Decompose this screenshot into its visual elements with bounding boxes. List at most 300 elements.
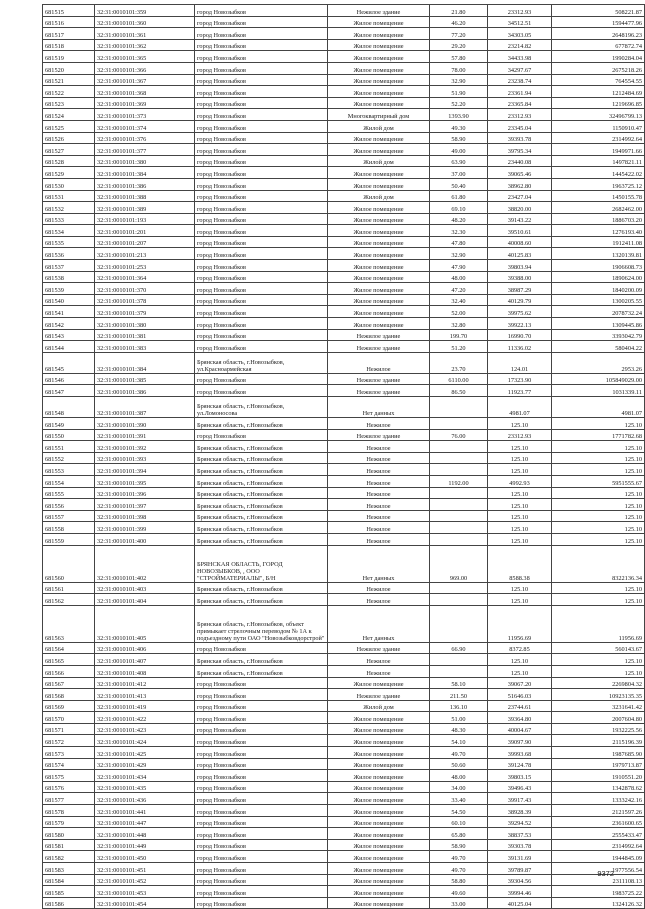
cadastral-value-cell: 1150910.47 [552, 120, 645, 132]
cadastral-value-cell: 1300205.55 [552, 294, 645, 306]
object-type-cell: Жилое помещение [328, 74, 430, 86]
table-row [43, 28, 645, 40]
row-number-cell: 681568 [43, 689, 95, 701]
row-number-cell: 681558 [43, 522, 95, 534]
specific-value-cell: 39510.61 [488, 225, 552, 237]
object-type-cell: Жилое помещение [328, 758, 430, 770]
cadastral-value-cell: 2314992.64 [552, 132, 645, 144]
row-number-cell: 681569 [43, 700, 95, 712]
area-cell [430, 582, 488, 594]
specific-value-cell: 39393.78 [488, 132, 552, 144]
cadastral-number-cell: 32:31:0010101:388 [95, 190, 195, 202]
cadastral-number-cell: 32:31:0010101:413 [95, 689, 195, 701]
object-type-cell: Нежилое [328, 522, 430, 534]
object-type-cell: Жилое помещение [328, 863, 430, 875]
cadastral-value-cell: 1309445.86 [552, 318, 645, 330]
row-number-cell: 681580 [43, 828, 95, 840]
cadastral-number-cell: 32:31:0010101:402 [95, 545, 195, 582]
cadastral-number-cell: 32:31:0010101:201 [95, 225, 195, 237]
table-row [43, 851, 645, 863]
address-cell: город Новозыбков [195, 155, 328, 167]
address-cell: город Новозыбков [195, 770, 328, 782]
table-row [43, 236, 645, 248]
specific-value-cell: 125.10 [488, 487, 552, 499]
address-cell: Брянская область, г.Новозыбков, ул.Ломоносова [195, 397, 328, 418]
specific-value-cell: 23361.94 [488, 86, 552, 98]
address-cell: Брянская область, г.Новозыбков, объект примыкает стрелочным переводом № 1А к подъездному пути ОАО "Новозыбковдорстрой" [195, 605, 328, 642]
area-cell: 52.20 [430, 97, 488, 109]
table-row [43, 5, 645, 17]
specific-value-cell: 39795.34 [488, 144, 552, 156]
specific-value-cell: 4992.93 [488, 475, 552, 487]
specific-value-cell: 125.10 [488, 533, 552, 545]
address-cell: город Новозыбков [195, 74, 328, 86]
specific-value-cell: 39993.68 [488, 747, 552, 759]
table-row [43, 190, 645, 202]
row-number-cell: 681554 [43, 475, 95, 487]
address-cell: город Новозыбков [195, 51, 328, 63]
area-cell: 58.10 [430, 677, 488, 689]
object-type-cell: Нежилое [328, 594, 430, 606]
address-cell: город Новозыбков [195, 132, 328, 144]
cadastral-value-cell: 1912411.08 [552, 236, 645, 248]
area-cell [430, 499, 488, 511]
cadastral-number-cell: 32:31:0010101:384 [95, 167, 195, 179]
cadastral-number-cell: 32:31:0010101:454 [95, 897, 195, 909]
row-number-cell: 681521 [43, 74, 95, 86]
object-type-cell: Жилое помещение [328, 793, 430, 805]
cadastral-number-cell: 32:31:0010101:359 [95, 5, 195, 17]
address-cell: город Новозыбков [195, 62, 328, 74]
address-cell: город Новозыбков [195, 248, 328, 260]
object-type-cell: Нежилое [328, 487, 430, 499]
object-type-cell: Жилой дом [328, 700, 430, 712]
address-cell: Брянская область, г.Новозыбков [195, 665, 328, 677]
specific-value-cell: 40125.04 [488, 897, 552, 909]
area-cell: 32.80 [430, 318, 488, 330]
specific-value-cell: 23427.04 [488, 190, 552, 202]
row-number-cell: 681546 [43, 373, 95, 385]
address-cell: город Новозыбков [195, 109, 328, 121]
cadastral-value-cell: 1932225.56 [552, 723, 645, 735]
row-number-cell: 681578 [43, 805, 95, 817]
specific-value-cell: 23312.93 [488, 5, 552, 17]
object-type-cell: Нежилое [328, 464, 430, 476]
area-cell: 23.70 [430, 352, 488, 373]
area-cell: 65.80 [430, 828, 488, 840]
cadastral-number-cell: 32:31:0010101:434 [95, 770, 195, 782]
cadastral-number-cell: 32:31:0010101:378 [95, 294, 195, 306]
area-cell: 58.90 [430, 132, 488, 144]
specific-value-cell: 125.10 [488, 594, 552, 606]
table-row [43, 510, 645, 522]
row-number-cell: 681553 [43, 464, 95, 476]
address-cell: город Новозыбков [195, 385, 328, 397]
cadastral-value-cell: 1594477.96 [552, 16, 645, 28]
area-cell: 57.80 [430, 51, 488, 63]
object-type-cell: Жилое помещение [328, 851, 430, 863]
row-number-cell: 681582 [43, 851, 95, 863]
cadastral-value-cell: 1320139.81 [552, 248, 645, 260]
row-number-cell: 681520 [43, 62, 95, 74]
cadastral-number-cell: 32:31:0010101:361 [95, 28, 195, 40]
cadastral-value-cell: 4981.07 [552, 397, 645, 418]
object-type-cell: Жилое помещение [328, 213, 430, 225]
cadastral-value-cell: 1949971.66 [552, 144, 645, 156]
specific-value-cell: 39975.62 [488, 306, 552, 318]
specific-value-cell: 11956.69 [488, 605, 552, 642]
cadastral-value-cell: 1944845.09 [552, 851, 645, 863]
address-cell: город Новозыбков [195, 5, 328, 17]
cadastral-number-cell: 32:31:0010101:380 [95, 155, 195, 167]
address-cell: город Новозыбков [195, 429, 328, 441]
object-type-cell: Нет данных [328, 605, 430, 642]
object-type-cell: Жилое помещение [328, 897, 430, 909]
row-number-cell: 681530 [43, 178, 95, 190]
area-cell: 78.00 [430, 62, 488, 74]
table-row [43, 712, 645, 724]
specific-value-cell: 39067.20 [488, 677, 552, 689]
object-type-cell: Жилое помещение [328, 318, 430, 330]
object-type-cell: Жилой дом [328, 190, 430, 202]
specific-value-cell: 23214.82 [488, 39, 552, 51]
area-cell: 50.60 [430, 758, 488, 770]
row-number-cell: 681526 [43, 132, 95, 144]
area-cell [430, 452, 488, 464]
cadastral-value-cell: 1276193.40 [552, 225, 645, 237]
cadastral-value-cell: 2953.26 [552, 352, 645, 373]
cadastral-value-cell: 1342878.62 [552, 781, 645, 793]
row-number-cell: 681572 [43, 735, 95, 747]
table-row [43, 770, 645, 782]
table-row [43, 39, 645, 51]
address-cell: город Новозыбков [195, 793, 328, 805]
row-number-cell: 681541 [43, 306, 95, 318]
cadastral-value-cell: 1977556.54 [552, 863, 645, 875]
specific-value-cell: 34512.51 [488, 16, 552, 28]
specific-value-cell: 39994.46 [488, 886, 552, 898]
specific-value-cell: 39131.69 [488, 851, 552, 863]
address-cell: город Новозыбков [195, 689, 328, 701]
address-cell: город Новозыбков [195, 816, 328, 828]
cadastral-number-cell: 32:31:0010101:394 [95, 464, 195, 476]
cadastral-value-cell: 105849029.00 [552, 373, 645, 385]
page-number: 9372 [597, 869, 614, 878]
address-cell: город Новозыбков [195, 897, 328, 909]
cadastral-value-cell: 5951555.67 [552, 475, 645, 487]
cadastral-value-cell: 2648196.23 [552, 28, 645, 40]
specific-value-cell: 125.10 [488, 441, 552, 453]
specific-value-cell: 125.10 [488, 665, 552, 677]
cadastral-number-cell: 32:31:0010101:396 [95, 487, 195, 499]
address-cell: город Новозыбков [195, 805, 328, 817]
row-number-cell: 681519 [43, 51, 95, 63]
table-row [43, 886, 645, 898]
table-row [43, 385, 645, 397]
cadastral-value-cell: 125.10 [552, 441, 645, 453]
row-number-cell: 681549 [43, 418, 95, 430]
address-cell: город Новозыбков [195, 225, 328, 237]
cadastral-value-cell: 125.10 [552, 654, 645, 666]
address-cell: город Новозыбков [195, 144, 328, 156]
row-number-cell: 681524 [43, 109, 95, 121]
area-cell: 77.20 [430, 28, 488, 40]
cadastral-value-cell: 1987685.90 [552, 747, 645, 759]
row-number-cell: 681565 [43, 654, 95, 666]
area-cell: 58.90 [430, 839, 488, 851]
table-row [43, 62, 645, 74]
area-cell [430, 510, 488, 522]
cadastral-value-cell: 1450155.78 [552, 190, 645, 202]
specific-value-cell: 40129.79 [488, 294, 552, 306]
cadastral-number-cell: 32:31:0010101:391 [95, 429, 195, 441]
object-type-cell: Нежилое [328, 418, 430, 430]
table-row [43, 120, 645, 132]
area-cell: 37.00 [430, 167, 488, 179]
address-cell: город Новозыбков [195, 167, 328, 179]
row-number-cell: 681560 [43, 545, 95, 582]
area-cell: 136.10 [430, 700, 488, 712]
register-sheet [42, 4, 642, 909]
cadastral-number-cell: 32:31:0010101:392 [95, 441, 195, 453]
object-type-cell: Нежилое [328, 510, 430, 522]
area-cell: 51.90 [430, 86, 488, 98]
area-cell: 199.70 [430, 329, 488, 341]
address-cell: город Новозыбков [195, 677, 328, 689]
object-type-cell: Жилое помещение [328, 805, 430, 817]
address-cell: город Новозыбков [195, 16, 328, 28]
table-row [43, 373, 645, 385]
cadastral-value-cell: 2682462.00 [552, 202, 645, 214]
cadastral-number-cell: 32:31:0010101:408 [95, 665, 195, 677]
specific-value-cell: 125.10 [488, 452, 552, 464]
area-cell: 48.30 [430, 723, 488, 735]
object-type-cell: Жилое помещение [328, 51, 430, 63]
cadastral-number-cell: 32:31:0010101:451 [95, 863, 195, 875]
address-cell: Брянская область, г.Новозыбков [195, 441, 328, 453]
table-row [43, 418, 645, 430]
row-number-cell: 681537 [43, 260, 95, 272]
table-row [43, 225, 645, 237]
address-cell: Брянская область, г.Новозыбков [195, 654, 328, 666]
area-cell [430, 487, 488, 499]
cadastral-number-cell: 32:31:0010101:405 [95, 605, 195, 642]
object-type-cell: Жилое помещение [328, 839, 430, 851]
cadastral-number-cell: 32:31:0010101:400 [95, 533, 195, 545]
object-type-cell: Нет данных [328, 397, 430, 418]
area-cell: 47.20 [430, 283, 488, 295]
row-number-cell: 681529 [43, 167, 95, 179]
row-number-cell: 681527 [43, 144, 95, 156]
area-cell: 1393.90 [430, 109, 488, 121]
address-cell: город Новозыбков [195, 839, 328, 851]
table-row [43, 758, 645, 770]
specific-value-cell: 40008.60 [488, 236, 552, 248]
table-row [43, 341, 645, 353]
specific-value-cell: 17323.90 [488, 373, 552, 385]
table-row [43, 248, 645, 260]
cadastral-number-cell: 32:31:0010101:370 [95, 283, 195, 295]
area-cell [430, 654, 488, 666]
cadastral-value-cell: 32496799.13 [552, 109, 645, 121]
address-cell: город Новозыбков [195, 39, 328, 51]
address-cell: город Новозыбков [195, 306, 328, 318]
row-number-cell: 681577 [43, 793, 95, 805]
table-row [43, 533, 645, 545]
row-number-cell: 681584 [43, 874, 95, 886]
row-number-cell: 681539 [43, 283, 95, 295]
object-type-cell: Нежилое [328, 352, 430, 373]
address-cell: город Новозыбков [195, 260, 328, 272]
table-row [43, 109, 645, 121]
specific-value-cell: 11923.77 [488, 385, 552, 397]
cadastral-value-cell: 125.10 [552, 533, 645, 545]
row-number-cell: 681535 [43, 236, 95, 248]
row-number-cell: 681585 [43, 886, 95, 898]
object-type-cell: Нет данных [328, 545, 430, 582]
row-number-cell: 681581 [43, 839, 95, 851]
address-cell: Брянская область, г.Новозыбков [195, 594, 328, 606]
cadastral-number-cell: 32:31:0010101:406 [95, 642, 195, 654]
table-row [43, 452, 645, 464]
table-row [43, 522, 645, 534]
object-type-cell: Жилое помещение [328, 167, 430, 179]
row-number-cell: 681574 [43, 758, 95, 770]
area-cell: 46.20 [430, 16, 488, 28]
row-number-cell: 681571 [43, 723, 95, 735]
specific-value-cell: 39922.13 [488, 318, 552, 330]
table-row [43, 352, 645, 373]
object-type-cell: Жилое помещение [328, 781, 430, 793]
cadastral-number-cell: 32:31:0010101:365 [95, 51, 195, 63]
table-row [43, 723, 645, 735]
cadastral-number-cell: 32:31:0010101:373 [95, 109, 195, 121]
object-type-cell: Жилое помещение [328, 712, 430, 724]
cadastral-number-cell: 32:31:0010101:403 [95, 582, 195, 594]
cadastral-number-cell: 32:31:0010101:404 [95, 594, 195, 606]
address-cell: Брянская область, г.Новозыбков, ул.Красноармейская [195, 352, 328, 373]
address-cell: город Новозыбков [195, 642, 328, 654]
cadastral-value-cell: 1333242.16 [552, 793, 645, 805]
row-number-cell: 681575 [43, 770, 95, 782]
row-number-cell: 681522 [43, 86, 95, 98]
row-number-cell: 681586 [43, 897, 95, 909]
cadastral-number-cell: 32:31:0010101:407 [95, 654, 195, 666]
table-row [43, 487, 645, 499]
cadastral-number-cell: 32:31:0010101:374 [95, 120, 195, 132]
row-number-cell: 681564 [43, 642, 95, 654]
row-number-cell: 681579 [43, 816, 95, 828]
area-cell [430, 594, 488, 606]
area-cell [430, 533, 488, 545]
area-cell: 33.40 [430, 793, 488, 805]
cadastral-number-cell: 32:31:0010101:387 [95, 397, 195, 418]
cadastral-number-cell: 32:31:0010101:385 [95, 373, 195, 385]
specific-value-cell: 125.10 [488, 499, 552, 511]
address-cell: город Новозыбков [195, 874, 328, 886]
cadastral-value-cell: 125.10 [552, 487, 645, 499]
address-cell: Брянская область, г.Новозыбков [195, 510, 328, 522]
row-number-cell: 681533 [43, 213, 95, 225]
object-type-cell: Нежилое [328, 654, 430, 666]
row-number-cell: 681542 [43, 318, 95, 330]
specific-value-cell: 23345.04 [488, 120, 552, 132]
object-type-cell: Жилое помещение [328, 144, 430, 156]
area-cell: 211.50 [430, 689, 488, 701]
row-number-cell: 681518 [43, 39, 95, 51]
cadastral-value-cell: 2675218.26 [552, 62, 645, 74]
cadastral-number-cell: 32:31:0010101:384 [95, 352, 195, 373]
cadastral-value-cell: 8322136.34 [552, 545, 645, 582]
area-cell: 69.10 [430, 202, 488, 214]
row-number-cell: 681550 [43, 429, 95, 441]
cadastral-number-cell: 32:31:0010101:367 [95, 74, 195, 86]
table-row [43, 475, 645, 487]
area-cell: 60.10 [430, 816, 488, 828]
row-number-cell: 681516 [43, 16, 95, 28]
cadastral-number-cell: 32:31:0010101:423 [95, 723, 195, 735]
cadastral-value-cell: 2314992.64 [552, 839, 645, 851]
object-type-cell: Нежилое [328, 533, 430, 545]
area-cell: 49.70 [430, 863, 488, 875]
address-cell: город Новозыбков [195, 120, 328, 132]
table-row [43, 545, 645, 582]
specific-value-cell: 11336.02 [488, 341, 552, 353]
cadastral-value-cell: 2361600.65 [552, 816, 645, 828]
address-cell: город Новозыбков [195, 271, 328, 283]
specific-value-cell: 23744.61 [488, 700, 552, 712]
area-cell: 32.40 [430, 294, 488, 306]
row-number-cell: 681548 [43, 397, 95, 418]
cadastral-number-cell: 32:31:0010101:449 [95, 839, 195, 851]
table-row [43, 464, 645, 476]
cadastral-value-cell: 1445422.02 [552, 167, 645, 179]
address-cell: город Новозыбков [195, 747, 328, 759]
area-cell [430, 665, 488, 677]
specific-value-cell: 40125.83 [488, 248, 552, 260]
cadastral-number-cell: 32:31:0010101:422 [95, 712, 195, 724]
cadastral-number-cell: 32:31:0010101:377 [95, 144, 195, 156]
cadastral-value-cell: 2311108.13 [552, 874, 645, 886]
table-row [43, 839, 645, 851]
area-cell: 49.30 [430, 120, 488, 132]
table-row [43, 594, 645, 606]
area-cell: 61.80 [430, 190, 488, 202]
object-type-cell: Жилое помещение [328, 747, 430, 759]
object-type-cell: Жилое помещение [328, 62, 430, 74]
row-number-cell: 681573 [43, 747, 95, 759]
object-type-cell: Нежилое [328, 475, 430, 487]
specific-value-cell: 39143.22 [488, 213, 552, 225]
cadastral-number-cell: 32:31:0010101:376 [95, 132, 195, 144]
object-type-cell: Жилое помещение [328, 294, 430, 306]
object-type-cell: Жилое помещение [328, 248, 430, 260]
cadastral-number-cell: 32:31:0010101:366 [95, 62, 195, 74]
cadastral-number-cell: 32:31:0010101:453 [95, 886, 195, 898]
area-cell: 48.20 [430, 213, 488, 225]
cadastral-number-cell: 32:31:0010101:368 [95, 86, 195, 98]
table-row [43, 132, 645, 144]
cadastral-value-cell: 1990284.04 [552, 51, 645, 63]
specific-value-cell: 39364.80 [488, 712, 552, 724]
cadastral-number-cell: 32:31:0010101:253 [95, 260, 195, 272]
cadastral-number-cell: 32:31:0010101:379 [95, 306, 195, 318]
specific-value-cell: 39803.94 [488, 260, 552, 272]
specific-value-cell: 39065.46 [488, 167, 552, 179]
object-type-cell: Нежилое здание [328, 5, 430, 17]
row-number-cell: 681557 [43, 510, 95, 522]
row-number-cell: 681531 [43, 190, 95, 202]
